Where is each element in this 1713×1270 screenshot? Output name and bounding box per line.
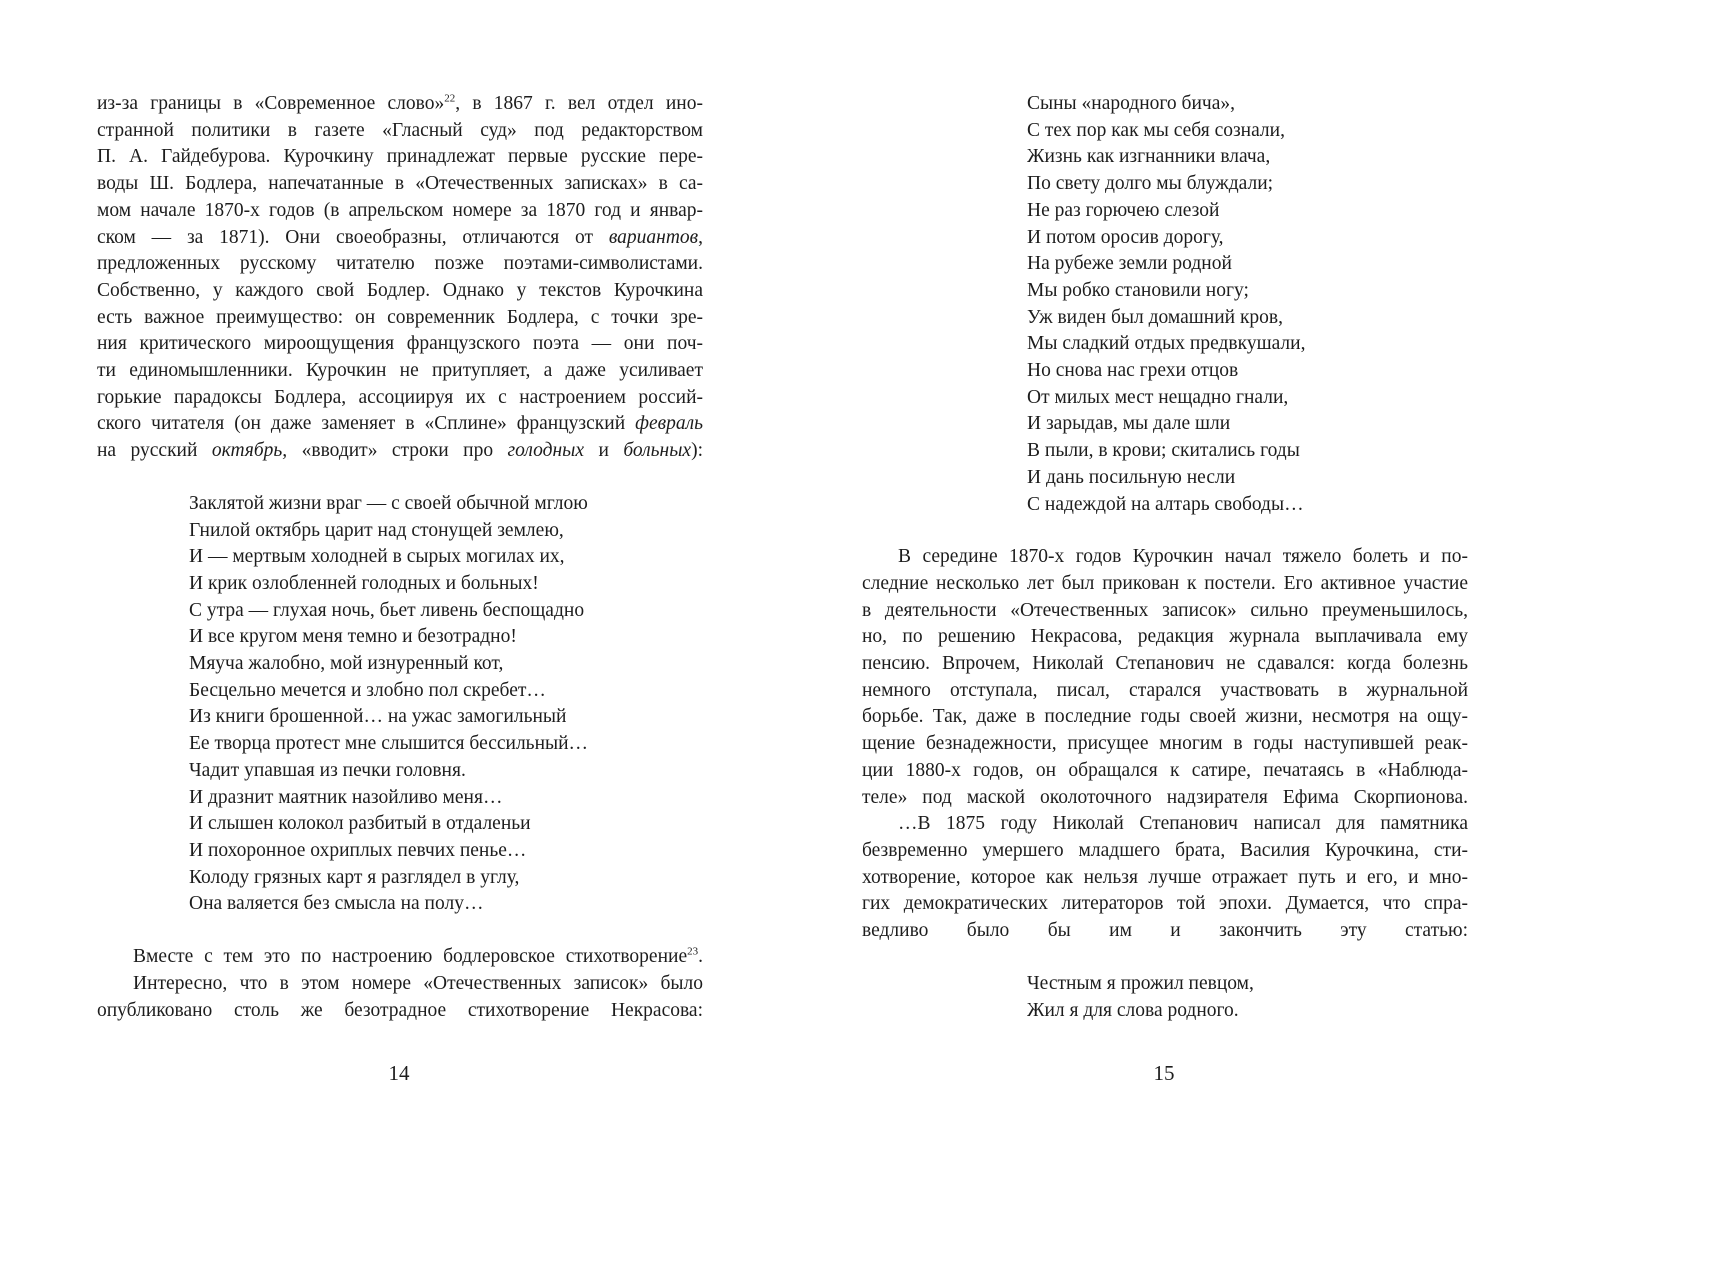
poem-line: По свету долго мы блуждали; [1027,173,1274,195]
text-line: безвременно умершего младшего брата, Василия Курочкина, сти- [862,839,1468,861]
poem-line: И дразнит маятник назойливо меня… [189,786,503,808]
poem-line: От милых мест нещадно гнали, [1027,386,1289,408]
poem-line: С тех пор как мы себя сознали, [1027,119,1285,141]
poem-line: Уж виден был домашний кров, [1027,306,1284,328]
text-line: гих демократических литераторов той эпохи. Думается, что спра- [862,893,1468,915]
text-line: из-за границы в «Современное слово»$^{22}$, в 1867 г. вел отдел ино- [97,92,703,114]
poem-line: На рубеже земли родной [1027,253,1232,275]
poem-line: Жил я для слова родного. [1027,999,1239,1021]
poem-epitaph [862,971,1468,1024]
poem-line: Колоду грязных карт я разглядел в углу, [189,866,520,888]
text-line: горькие парадоксы Бодлера, ассоциируя их с настроением россий- [97,386,703,408]
poem-line: И похоронное охриплых певчих пенье… [189,839,527,861]
text-line: теле» под маской околоточного надзирателя Ефима Скорпионова. [862,786,1468,808]
poem-line: И потом оросив дорогу, [1027,226,1224,248]
text-line: ведливо было бы им и закончить эту статью: [862,920,1468,942]
poem-line: Мяуча жалобно, мой изнуренный кот, [189,653,504,675]
poem-spleen [97,491,703,918]
text-line: пенсию. Впрочем, Николай Степанович не сдавался: когда болезнь [862,653,1468,675]
text-line: в деятельности «Отечественных записок» сильно преуменьшилось, [862,599,1468,621]
left-page [0,0,776,1151]
poem-line: И крик озлобленней голодных и больных! [189,572,539,594]
poem-line: Гнилой октябрь царит над стонущей землею, [189,519,564,541]
text-line: П. А. Гайдебурова. Курочкину принадлежат первые русские пере- [97,146,703,168]
poem-line: Честным я прожил певцом, [1027,972,1254,994]
text-line: …В 1875 году Николай Степанович написал для памятника [898,813,1468,835]
paragraph-monument [862,811,1468,945]
text-line: опубликовано столь же безотрадное стихотворение Некрасова: [97,999,703,1021]
text-line: В середине 1870-х годов Курочкин начал тяжело болеть и по- [898,546,1468,568]
text-line: немного отступала, писал, старался участвовать в журнальной [862,679,1468,701]
text-line: Вместе с тем это по настроению бодлеровское стихотворение$^{23}$. [133,945,703,968]
footnote-ref-23[interactable]: 23 [687,945,699,958]
poem-line: С надеждой на алтарь свободы… [1027,493,1304,515]
text-line: странной политики в газете «Гласный суд» под редакторством [97,119,703,141]
paragraph-baudelaire-mood [97,944,703,971]
text-line: ского читателя (он даже заменяет в «Сплине» французский февраль [97,413,703,435]
page-number: 15 [1153,1061,1175,1085]
poem-nekrasov [862,91,1468,518]
italic-word: вариантов [608,226,699,248]
text-line: Интересно, что в этом номере «Отечественных записок» было [133,972,703,994]
poem-line: И все кругом меня темно и безотрадно! [189,626,517,648]
text-line: Собственно, у каждого свой Бодлер. Однако у текстов Курочкина [97,279,703,301]
text-line: хотворение, которое как нельзя лучше отражает путь и его, и мно- [862,866,1468,888]
poem-line: Мы сладкий отдых предвкушали, [1027,333,1306,355]
text-line: но, по решению Некрасова, редакция журнала выплачивала ему [862,626,1468,648]
text-line: ции 1880-х годов, он обращался к сатире, печатаясь в «Наблюда- [862,759,1468,781]
text-line: ти единомышленники. Курочкин не притупляет, а даже усиливает [97,360,703,382]
italic-word: февраль [635,413,703,435]
poem-line: Бесцельно мечется и злобно пол скребет… [189,679,546,701]
left-text-column [97,91,703,1024]
right-text-column [862,91,1468,1024]
right-page [776,0,1552,1151]
paragraph-kurochkin-translations [97,91,703,465]
poem-line: Чадит упавшая из печки головня. [189,759,466,781]
poem-line: В пыли, в крови; скитались годы [1027,440,1300,462]
text-line: щение безнадежности, присущее многим в годы наступившей реак- [862,733,1468,755]
poem-line: Заклятой жизни враг — с своей обычной мглою [189,492,588,514]
poem-line: И дань посильную несли [1027,466,1236,488]
text-line: воды Ш. Бодлера, напечатанные в «Отечественных записках» в са- [97,173,703,195]
poem-line: Мы робко становили ногу; [1027,279,1249,301]
text-line: ском — за 1871). Они своеобразны, отличаются от вариантов, [97,226,703,248]
text-line: есть важное преимущество: он современник Бодлера, с точки зре- [97,306,703,328]
page-number: 14 [388,1061,410,1085]
paragraph-nekrasov-intro [97,971,703,1024]
poem-line: Сыны «народного бича», [1027,93,1235,114]
poem-line: И слышен колокол разбитый в отдаленьи [189,813,531,835]
poem-line: И зарыдав, мы дале шли [1027,413,1231,435]
poem-line: И — мертвым холодней в сырых могилах их, [189,546,565,568]
text-line: ния критического мироощущения французского поэта — они поч- [97,333,703,355]
poem-line: Но снова нас грехи отцов [1027,360,1239,382]
footnote-ref-22[interactable]: 22 [444,92,456,105]
text-line: предложенных русскому читателю позже поэтами-символистами. [97,253,703,275]
poem-line: С утра — глухая ночь, бьет ливень беспощадно [189,599,585,621]
poem-line: Ее творца протест мне слышится бессильный… [189,733,589,755]
poem-line: Жизнь как изгнанники влача, [1027,146,1271,168]
text-line: следние несколько лет был прикован к постели. Его активное участие [862,572,1468,594]
text-line: борьбе. Так, даже в последние годы своей жизни, несмотря на ощу- [862,706,1468,728]
poem-line: Она валяется без смысла на полу… [189,893,484,915]
poem-line: Не раз горючею слезой [1027,199,1220,221]
paragraph-illness [862,544,1468,811]
text-line: на русский октябрь, «вводит» строки про голодных и больных): [97,440,703,462]
poem-line: Из книги брошенной… на ужас замогильный [189,706,567,728]
text-line: мом начале 1870-х годов (в апрельском номере за 1870 год и январ- [97,199,703,221]
